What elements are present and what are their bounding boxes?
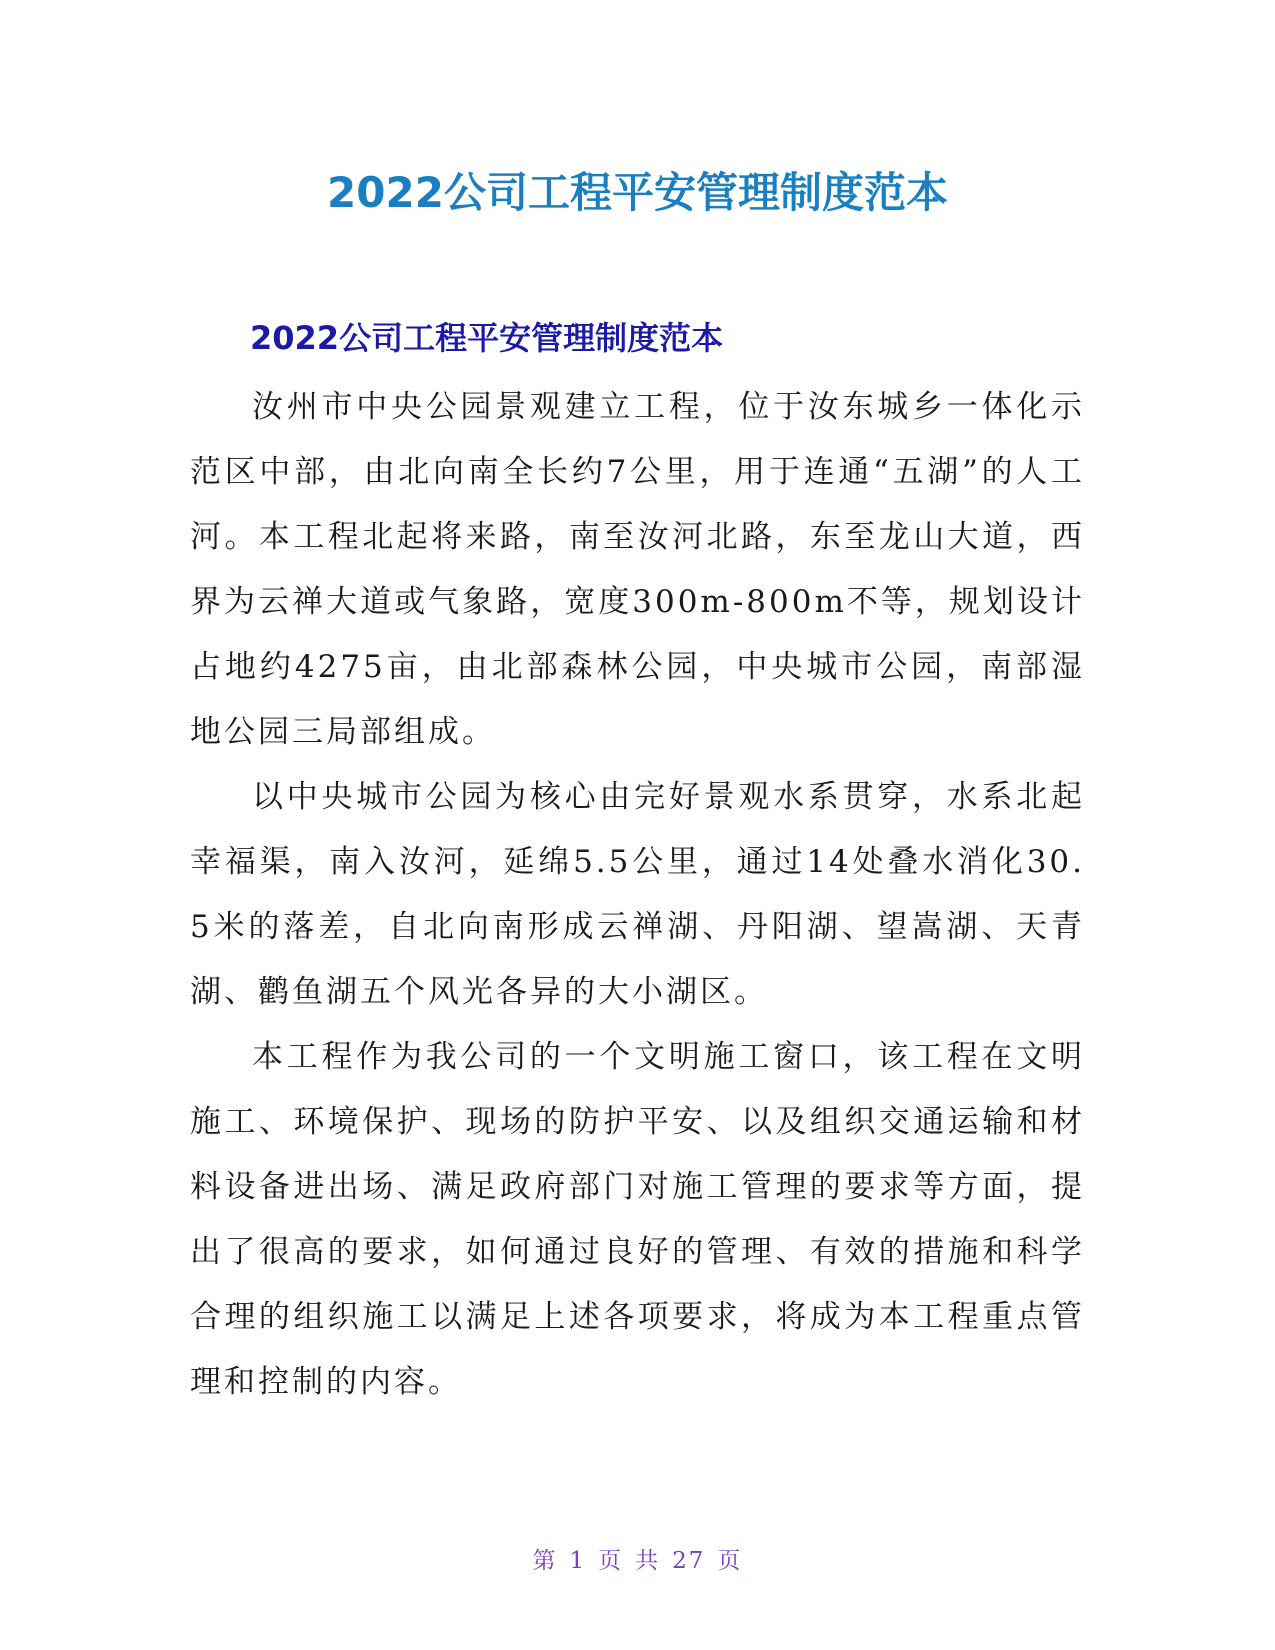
paragraph-3: 本工程作为我公司的一个文明施工窗口，该工程在文明施工、环境保护、现场的防护平安、以及组织交通运输和材料设备进出场、满足政府部门对施工管理的要求等方面，提出了很高的要求，如何通过良好的管理、有效的措施和科学合理的组织施工以满足上述各项要求，将成为本工程重点管理和控制的内容。: [190, 1039, 1085, 1400]
footer-suffix: 页: [717, 1548, 743, 1574]
footer-total-label: 共: [635, 1548, 661, 1574]
footer-page-label: 页: [598, 1548, 624, 1574]
paragraph-1: 汝州市中央公园景观建立工程，位于汝东城乡一体化示范区中部，由北向南全长约7公里，用于连通“五湖”的人工河。本工程北起将来路，南至汝河北路，东至龙山大道，西界为云禅大道或气象路，宽度300m-800m不等，规划设计占地约4275亩，由北部森林公园，中央城市公园，南部湿地公园三局部组成。: [190, 389, 1085, 750]
document-body: [190, 375, 1085, 1415]
footer-page-number: 1: [569, 1548, 587, 1574]
document-title: 2022公司工程平安管理制度范本: [327, 168, 948, 217]
page-footer: [0, 1542, 1275, 1575]
footer-prefix: 第: [532, 1548, 558, 1574]
paragraph-2: 以中央城市公园为核心由完好景观水系贯穿，水系北起幸福渠，南入汝河，延绵5.5公里，通过14处叠水消化30.5米的落差，自北向南形成云禅湖、丹阳湖、望嵩湖、天青湖、鹳鱼湖五个风光各异的大小湖区。: [190, 779, 1085, 1010]
footer-total-pages: 27: [672, 1548, 706, 1574]
section-heading: 2022公司工程平安管理制度范本: [250, 319, 724, 357]
